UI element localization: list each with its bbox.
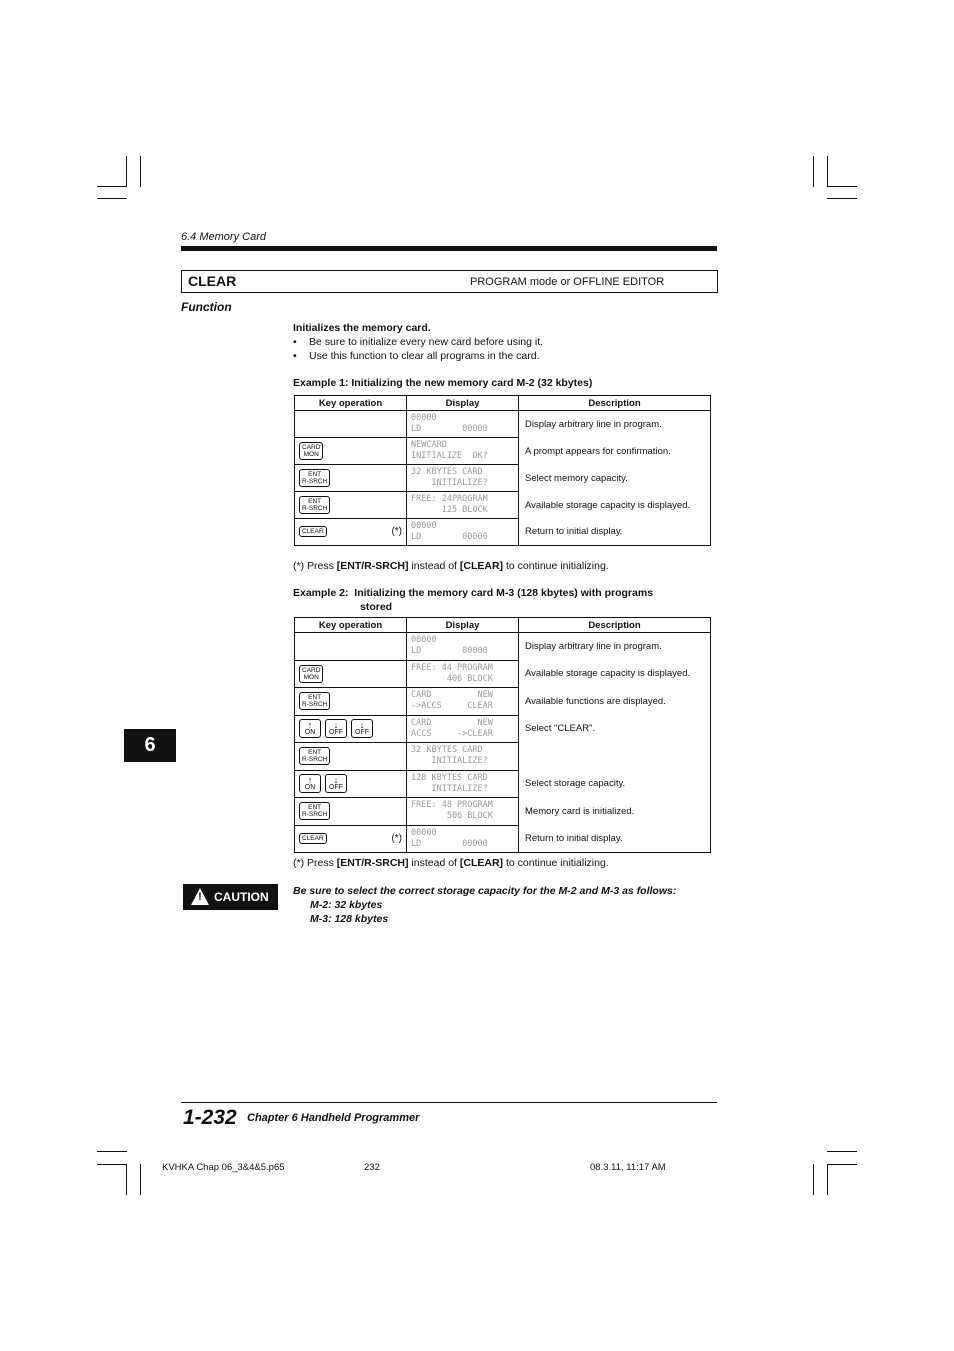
display-cell (407, 411, 519, 438)
display-cell (407, 438, 519, 465)
footer-num: 232 (364, 1162, 380, 1173)
key-icon: ↓ OFF (351, 719, 373, 738)
table-row (295, 411, 711, 438)
lcd-display: 00000 LD 00000 (411, 827, 488, 849)
key-cell (295, 411, 407, 438)
col-header-display: Display (407, 618, 519, 633)
description-cell: Select "CLEAR". (519, 715, 711, 743)
header-rule (181, 246, 717, 251)
col-header-description: Description (519, 396, 711, 411)
key-cell (295, 688, 407, 716)
key-icon: ENT R-SRCH (299, 692, 330, 710)
key-cell (295, 715, 407, 743)
display-cell (407, 825, 519, 853)
description-cell: Display arbitrary line in program. (519, 633, 711, 661)
section-header: 6.4 Memory Card (181, 231, 266, 243)
footer-rule (181, 1102, 717, 1103)
col-header-description: Description (519, 618, 711, 633)
key-icon: CLEAR (299, 833, 327, 844)
key-cell (295, 798, 407, 826)
display-cell (407, 770, 519, 798)
table-row (295, 715, 711, 743)
example1-table (294, 395, 711, 546)
description-cell: Memory card is initialized. (519, 798, 711, 826)
display-cell (407, 688, 519, 716)
table-row (295, 688, 711, 716)
key-icon: ENT R-SRCH (299, 802, 330, 820)
example2-heading: Example 2: Initializing the memory card M-3 (128 kbytes) with programs stored (293, 587, 654, 613)
col-header-key: Key operation (295, 618, 407, 633)
caution-text: Be sure to select the correct storage capacity for the M-2 and M-3 as follows: M-2: 32 kbytes M-3: 128 kbytes (293, 885, 677, 925)
page-title: CLEAR (188, 273, 237, 289)
table-row (295, 492, 711, 519)
key-icon: CLEAR (299, 526, 327, 537)
key-cell (295, 743, 407, 771)
display-cell (407, 519, 519, 546)
description-cell: Return to initial display. (519, 825, 711, 853)
description-cell: A prompt appears for confirmation. (519, 438, 711, 465)
table-row (295, 743, 711, 771)
lcd-display: 128 KBYTES CARD INITIALIZE? (411, 772, 488, 794)
intro-bullet: • Be sure to initialize every new card before using it. (293, 335, 713, 349)
description-cell: Select storage capacity. (519, 770, 711, 798)
display-cell (407, 633, 519, 661)
intro-lead: Initializes the memory card. (293, 322, 431, 334)
table-row (295, 660, 711, 688)
key-cell (295, 770, 407, 798)
display-cell (407, 715, 519, 743)
key-cell (295, 633, 407, 661)
lcd-display: 32 KBYTES CARD INITIALIZE? (411, 467, 488, 488)
lcd-display: 00000 LD 00000 (411, 413, 488, 434)
key-icon: ENT R-SRCH (299, 747, 330, 765)
key-icon: ↓ OFF (325, 719, 347, 738)
description-cell: Available functions are displayed. (519, 688, 711, 716)
intro (293, 321, 713, 363)
title-box (181, 270, 718, 293)
footnote-marker: (*) (391, 833, 402, 845)
mode-label: PROGRAM mode or OFFLINE EDITOR (470, 276, 665, 288)
col-header-display: Display (407, 396, 519, 411)
example2-note: (*) Press [ENT/R-SRCH] instead of [CLEAR] to continue initializing. (293, 857, 609, 869)
table-row (295, 633, 711, 661)
lcd-display: FREE: 48 PROGRAM 506 BLOCK (411, 800, 493, 822)
example1-heading: Example 1: Initializing the new memory card M-2 (32 kbytes) (293, 377, 593, 389)
page-number: 1-232 (183, 1106, 237, 1129)
description-cell: Select memory capacity. (519, 465, 711, 492)
caution-badge: ! CAUTION (183, 884, 278, 910)
display-cell (407, 743, 519, 771)
lcd-display: 00000 LD 00000 (411, 635, 488, 657)
example2-table (294, 617, 711, 853)
key-cell (295, 519, 407, 546)
table-row (295, 825, 711, 853)
footnote-marker: (*) (391, 526, 402, 538)
lcd-display: FREE: 44 PROGRAM 406 BLOCK (411, 662, 493, 684)
lcd-display: FREE: 24PROGRAM 125 BLOCK (411, 494, 488, 515)
lcd-display: 00000 LD 00000 (411, 521, 488, 542)
key-cell (295, 492, 407, 519)
table-row (295, 465, 711, 492)
key-cell (295, 825, 407, 853)
caution-label: CAUTION (214, 890, 269, 904)
key-icon: CARD MON (299, 442, 323, 460)
display-cell (407, 465, 519, 492)
key-icon: ↓ OFF (325, 774, 347, 793)
key-icon: CARD MON (299, 665, 323, 683)
key-icon: ↑ ON (299, 774, 321, 793)
display-cell (407, 492, 519, 519)
description-cell: Display arbitrary line in program. (519, 411, 711, 438)
lcd-display: CARD NEW ->ACCS CLEAR (411, 690, 493, 712)
description-cell: Available storage capacity is displayed. (519, 492, 711, 519)
key-icon: ENT R-SRCH (299, 469, 330, 487)
description-cell: Available storage capacity is displayed. (519, 660, 711, 688)
table-row (295, 519, 711, 546)
intro-bullet: • Use this function to clear all programs in the card. (293, 349, 713, 363)
chapter-tab: 6 (124, 729, 176, 762)
table-row (295, 798, 711, 826)
key-cell (295, 465, 407, 492)
description-cell (519, 743, 711, 771)
example1-note: (*) Press [ENT/R-SRCH] instead of [CLEAR] to continue initializing. (293, 560, 609, 572)
key-icon: ENT R-SRCH (299, 496, 330, 514)
table-row (295, 770, 711, 798)
chapter-title: Chapter 6 Handheld Programmer (247, 1112, 420, 1124)
footer-date: 08.3.11, 11:17 AM (590, 1162, 666, 1173)
display-cell (407, 798, 519, 826)
function-label: Function (181, 300, 232, 314)
key-cell (295, 660, 407, 688)
footer-file: KVHKA Chap 06_3&4&5.p65 (162, 1162, 285, 1173)
key-cell (295, 438, 407, 465)
lcd-display: 32 KBYTES CARD INITIALIZE? (411, 745, 488, 767)
key-icon: ↑ ON (299, 719, 321, 738)
lcd-display: CARD NEW ACCS ->CLEAR (411, 717, 493, 739)
col-header-key: Key operation (295, 396, 407, 411)
display-cell (407, 660, 519, 688)
lcd-display: NEWCARD INITIALIZE OK? (411, 440, 488, 461)
description-cell: Return to initial display. (519, 519, 711, 546)
table-row (295, 438, 711, 465)
